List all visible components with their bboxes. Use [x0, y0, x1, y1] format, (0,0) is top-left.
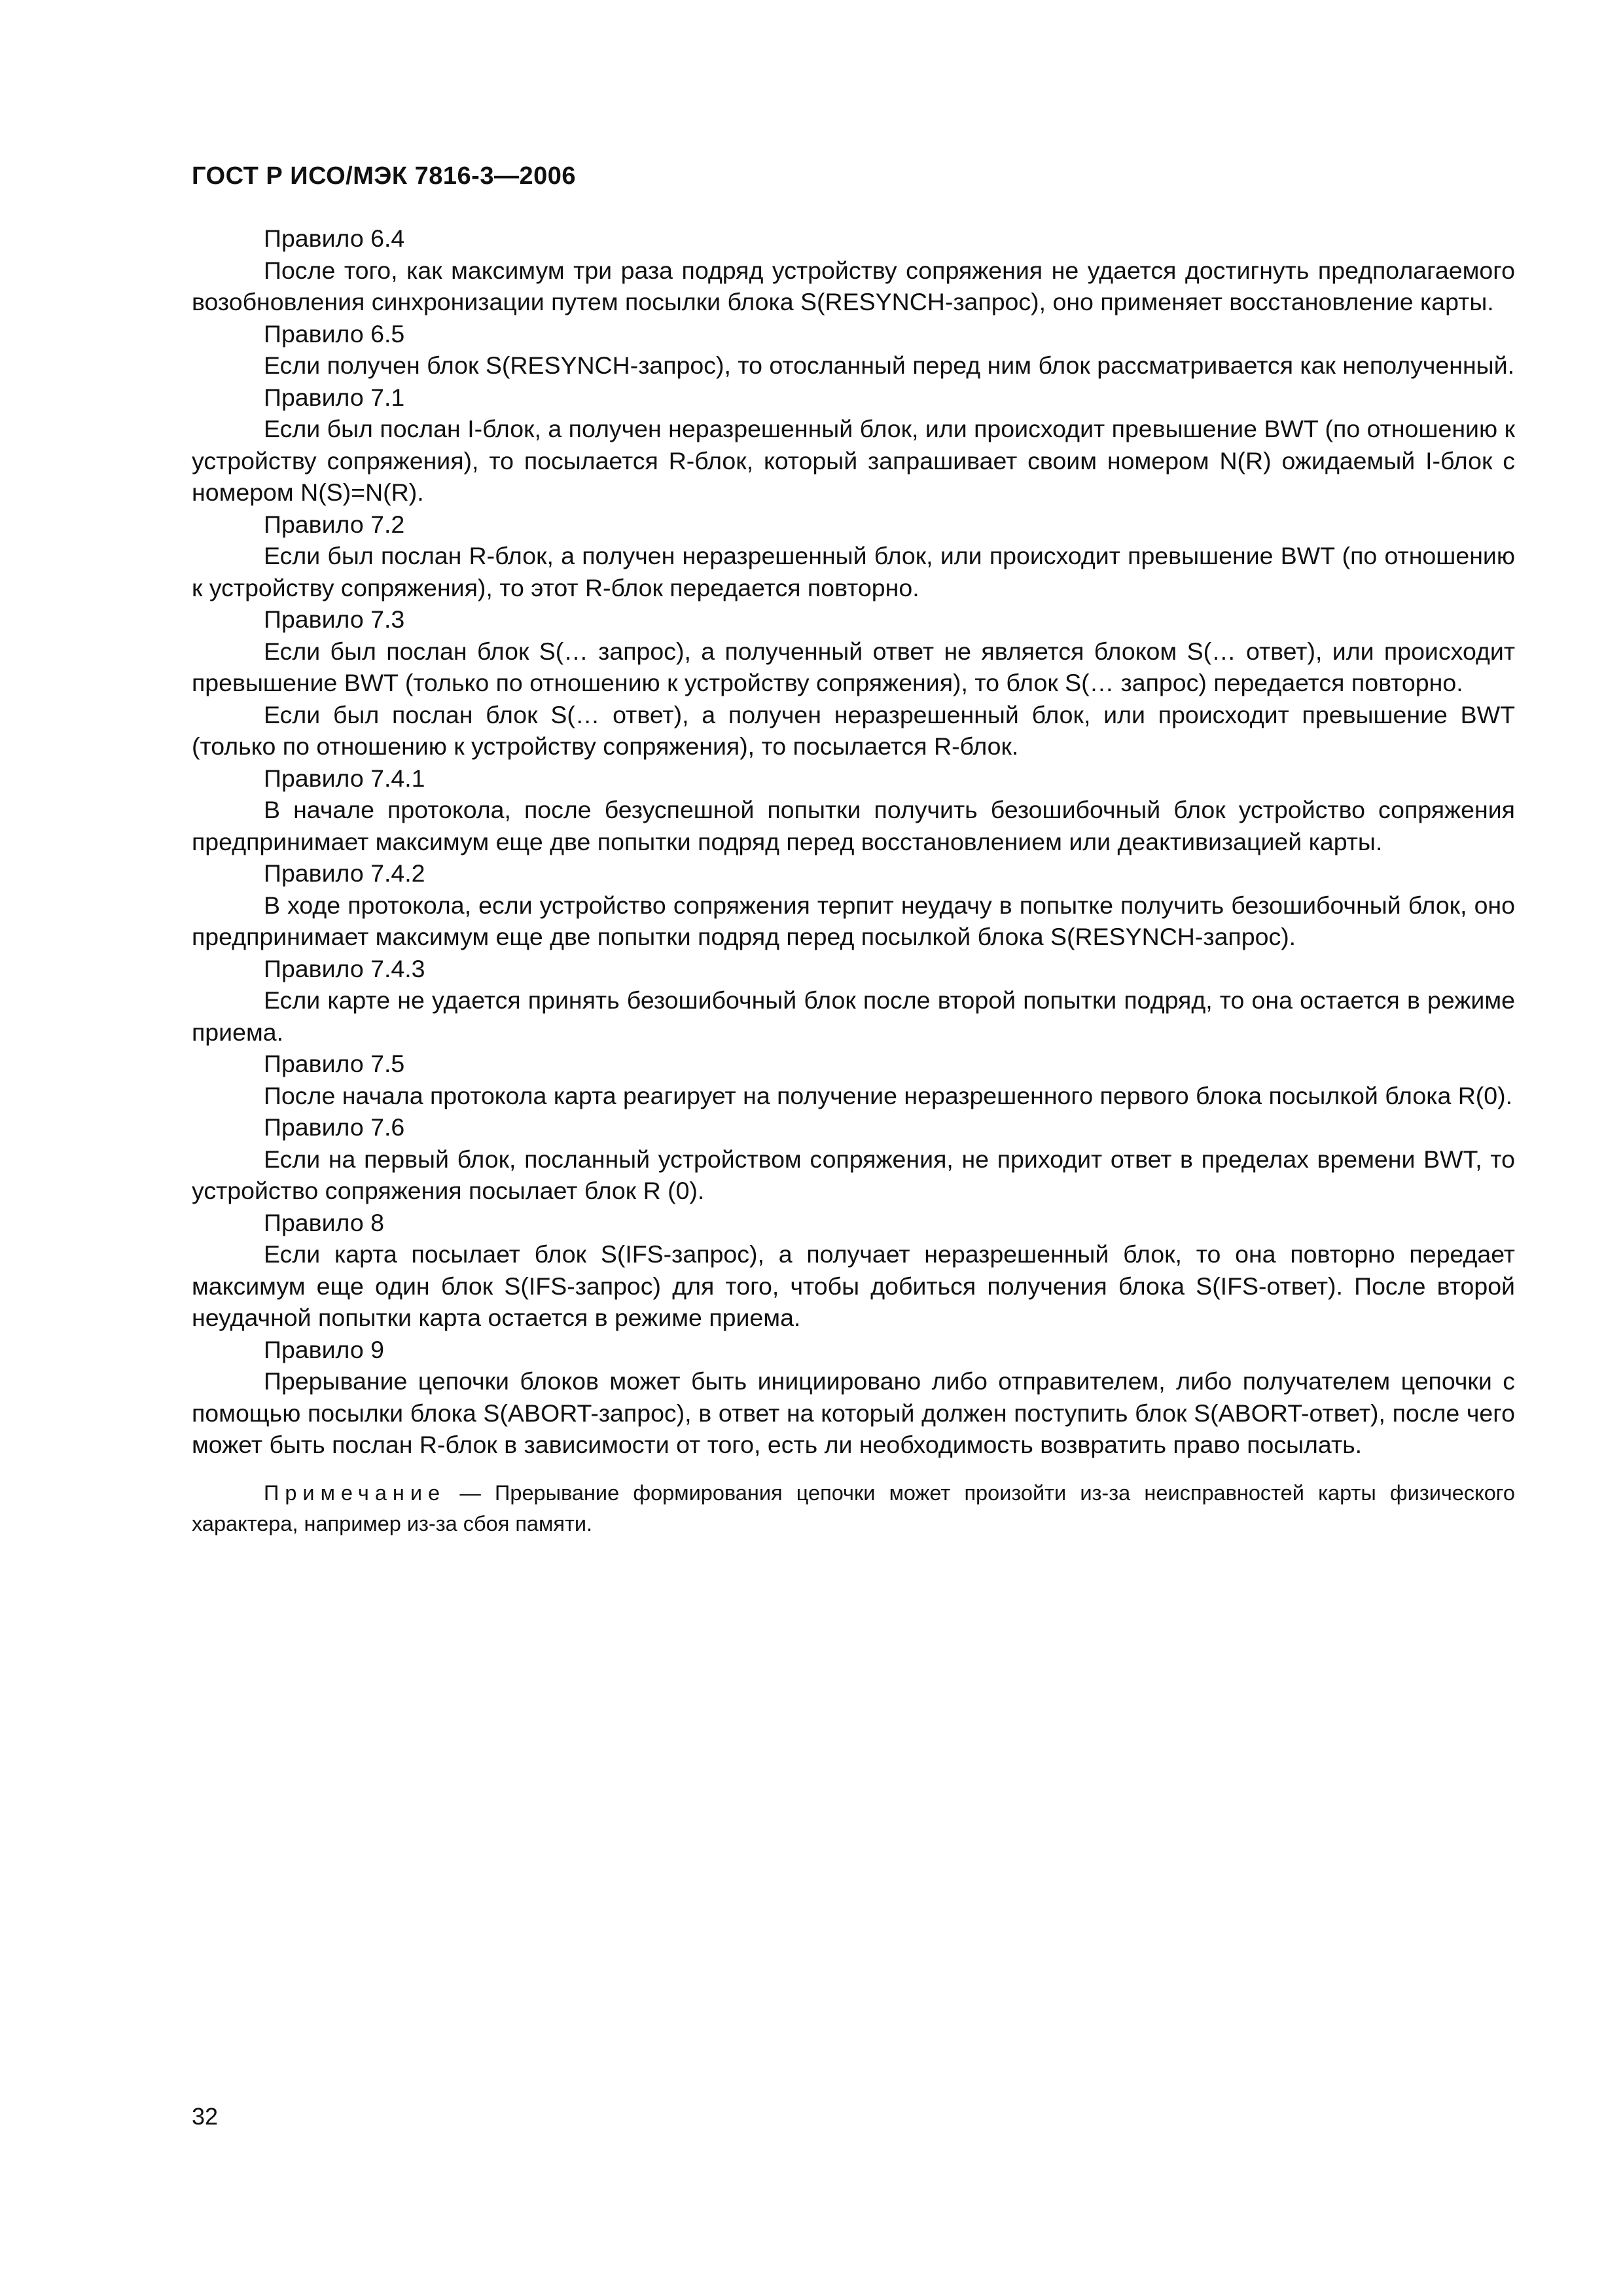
- rule-title: Правило 7.1: [264, 383, 405, 411]
- rule-paragraph: Если получен блок S(RESYNCH-запрос), то отосланный перед ним блок рассматривается как неполученный.: [264, 351, 1514, 379]
- note: [192, 1478, 1515, 1539]
- rule-paragraph: Если был послан R-блок, а получен неразрешенный блок, или происходит превышение BWT (по отношению к устройству сопряжения), то этот R-блок передается повторно.: [192, 542, 1515, 601]
- rule-title: Правило 7.4.3: [264, 954, 425, 982]
- rule-title: Правило 8: [264, 1208, 384, 1236]
- rule-title: Правило 7.6: [264, 1113, 405, 1141]
- rule-title: Правило 7.3: [264, 605, 405, 633]
- rule-title: Правило 9: [264, 1335, 384, 1363]
- rule-paragraph: Если был послан блок S(… ответ), а получен неразрешенный блок, или происходит превышение BWT (только по отношению к устройству сопряжения), то посылается R-блок.: [192, 700, 1515, 760]
- page-number: 32: [192, 2103, 219, 2130]
- rule-paragraph: Если на первый блок, посланный устройством сопряжения, не приходит ответ в пределах времени BWT, то устройство сопряжения посылает блок R (0).: [192, 1145, 1515, 1204]
- rule-paragraph: В ходе протокола, если устройство сопряжения терпит неудачу в попытке получить безошибочный блок, оно предпринимает максимум еще две попытки подряд перед посылкой блока S(RESYNCH-запрос).: [192, 891, 1515, 950]
- rule-paragraph: Если карте не удается принять безошибочный блок после второй попытки подряд, то она остается в режиме приема.: [192, 986, 1515, 1046]
- rule-paragraph: После начала протокола карта реагирует на получение неразрешенного первого блока посылкой блока R(0).: [264, 1081, 1513, 1109]
- rule-paragraph: Если был послан I-блок, а получен неразрешенный блок, или происходит превышение BWT (по отношению к устройству сопряжения), то посылается R-блок, который запрашивает своим номером N(R) ожидаемый I-блок с номером N(S)=N(R).: [192, 415, 1515, 506]
- rule-paragraph: Прерывание цепочки блоков может быть инициировано либо отправителем, либо получателем цепочки с помощью посылки блока S(ABORT-запрос), в ответ на который должен поступить блок S(ABORT-ответ), после чего может быть послан R-блок в зависимости от того, есть ли необходимость возвратить право посылать.: [192, 1367, 1515, 1458]
- rule-paragraph: После того, как максимум три раза подряд устройству сопряжения не удается достигнуть предполагаемого возобновления синхронизации путем посылки блока S(RESYNCH-запрос), оно применяет восстановление карты.: [192, 256, 1515, 315]
- page-header-standard-code: ГОСТ Р ИСО/МЭК 7816-3—2006: [192, 162, 576, 190]
- note-label: Примечание: [264, 1480, 446, 1505]
- rule-title: Правило 6.4: [264, 224, 405, 252]
- document-body: [192, 223, 1515, 1560]
- rule-paragraph: Если карта посылает блок S(IFS-запрос), а получает неразрешенный блок, то она повторно передает максимум еще один блок S(IFS-запрос) для того, чтобы добиться получения блока S(IFS-ответ). После второй неудачной попытки карта остается в режиме приема.: [192, 1240, 1515, 1331]
- rule-paragraph: Если был послан блок S(… запрос), а полученный ответ не является блоком S(… ответ), или происходит превышение BWT (только по отношению к устройству сопряжения), то блок S(… запрос) передается повторно.: [192, 637, 1515, 696]
- note-text: — Прерывание формирования цепочки может произойти из-за неисправностей карты физического характера, например из-за сбоя памяти.: [192, 1480, 1516, 1535]
- rule-title: Правило 7.4.1: [264, 764, 425, 792]
- rule-title: Правило 6.5: [264, 319, 405, 348]
- rule-paragraph: В начале протокола, после безуспешной попытки получить безошибочный блок устройство сопряжения предпринимает максимум еще две попытки подряд перед восстановлением или деактивизацией карты.: [192, 796, 1515, 855]
- rule-title: Правило 7.4.2: [264, 859, 425, 887]
- rule-title: Правило 7.5: [264, 1050, 405, 1077]
- rule-title: Правило 7.2: [264, 510, 405, 538]
